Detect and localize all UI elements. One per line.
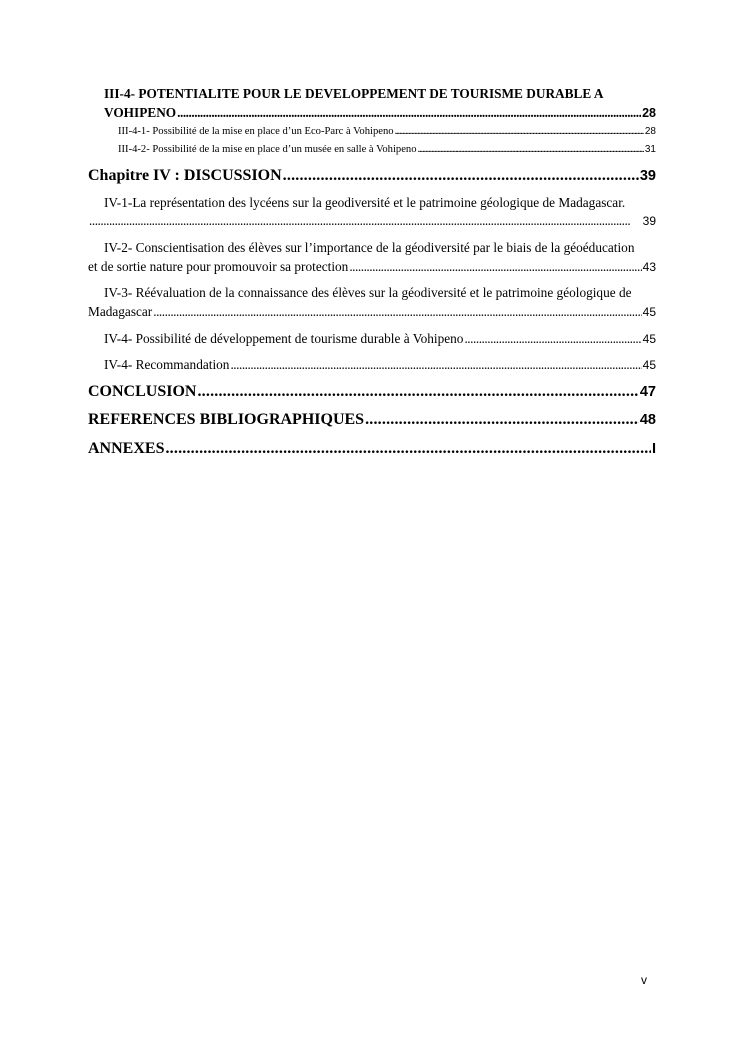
dot-leader <box>464 331 641 347</box>
toc-page-number: 31 <box>644 144 656 155</box>
dot-leader <box>365 411 639 429</box>
toc-page-number: I <box>651 441 656 457</box>
toc-entry-title: ANNEXES <box>88 440 165 457</box>
toc-page-number: 45 <box>642 332 656 346</box>
toc-page-number: 45 <box>642 305 656 319</box>
toc-entry-title: IV-2- Conscientisation des élèves sur l’importance de la géodiversité par le biais de la géoéducation <box>104 240 635 255</box>
toc-page-number: 28 <box>644 126 656 137</box>
toc-page-number: 45 <box>642 358 656 372</box>
toc-page-number: 43 <box>642 260 656 274</box>
toc-entry-title: Chapitre IV : DISCUSSION <box>88 167 282 184</box>
toc-entry-title: IV-3- Réévaluation de la connaissance des élèves sur la géodiversité et le patrimoine géologique de <box>104 285 632 300</box>
toc-entry-title: CONCLUSION <box>88 383 197 400</box>
dot-leader <box>165 440 651 458</box>
dot-leader <box>395 126 644 137</box>
toc-entry-title: IV-4- Possibilité de développement de tourisme durable à Vohipeno <box>104 331 464 346</box>
dot-leader <box>283 167 639 185</box>
toc-page-number: 39 <box>642 214 656 228</box>
page-number: v <box>641 973 647 987</box>
dot-leader <box>177 105 641 121</box>
toc-entry-title: IV-4- Recommandation <box>104 357 230 372</box>
toc-page-number: 28 <box>642 106 656 120</box>
toc-entry-title: III-4-2- Possibilité de la mise en place d’un musée en salle à Vohipeno <box>118 144 417 155</box>
toc-entry-title: IV-1-La représentation des lycéens sur la geodiversité et le patrimoine géologique de Madagascar. <box>104 195 626 210</box>
dot-leader <box>230 357 641 373</box>
dot-leader <box>89 213 642 229</box>
toc-entry-title-cont: et de sortie nature pour promouvoir sa protection <box>88 259 349 274</box>
dot-leader <box>197 383 638 401</box>
toc-entry-title-cont: Madagascar <box>88 304 153 319</box>
toc-page-number: 39 <box>639 168 656 184</box>
dot-leader <box>349 259 641 275</box>
toc-page-number: 48 <box>639 412 656 428</box>
toc-entry-title-cont: VOHIPENO <box>104 105 177 120</box>
toc-page-number: 47 <box>639 384 656 400</box>
toc-entry-title: REFERENCES BIBLIOGRAPHIQUES <box>88 411 365 428</box>
toc-entry-title: III-4-1- Possibilité de la mise en place d’un Eco-Parc à Vohipeno <box>118 126 394 137</box>
dot-leader <box>418 144 644 155</box>
toc-entry-title: III-4- POTENTIALITE POUR LE DEVELOPPEMENT DE TOURISME DURABLE A <box>104 86 604 101</box>
dot-leader <box>153 304 641 320</box>
